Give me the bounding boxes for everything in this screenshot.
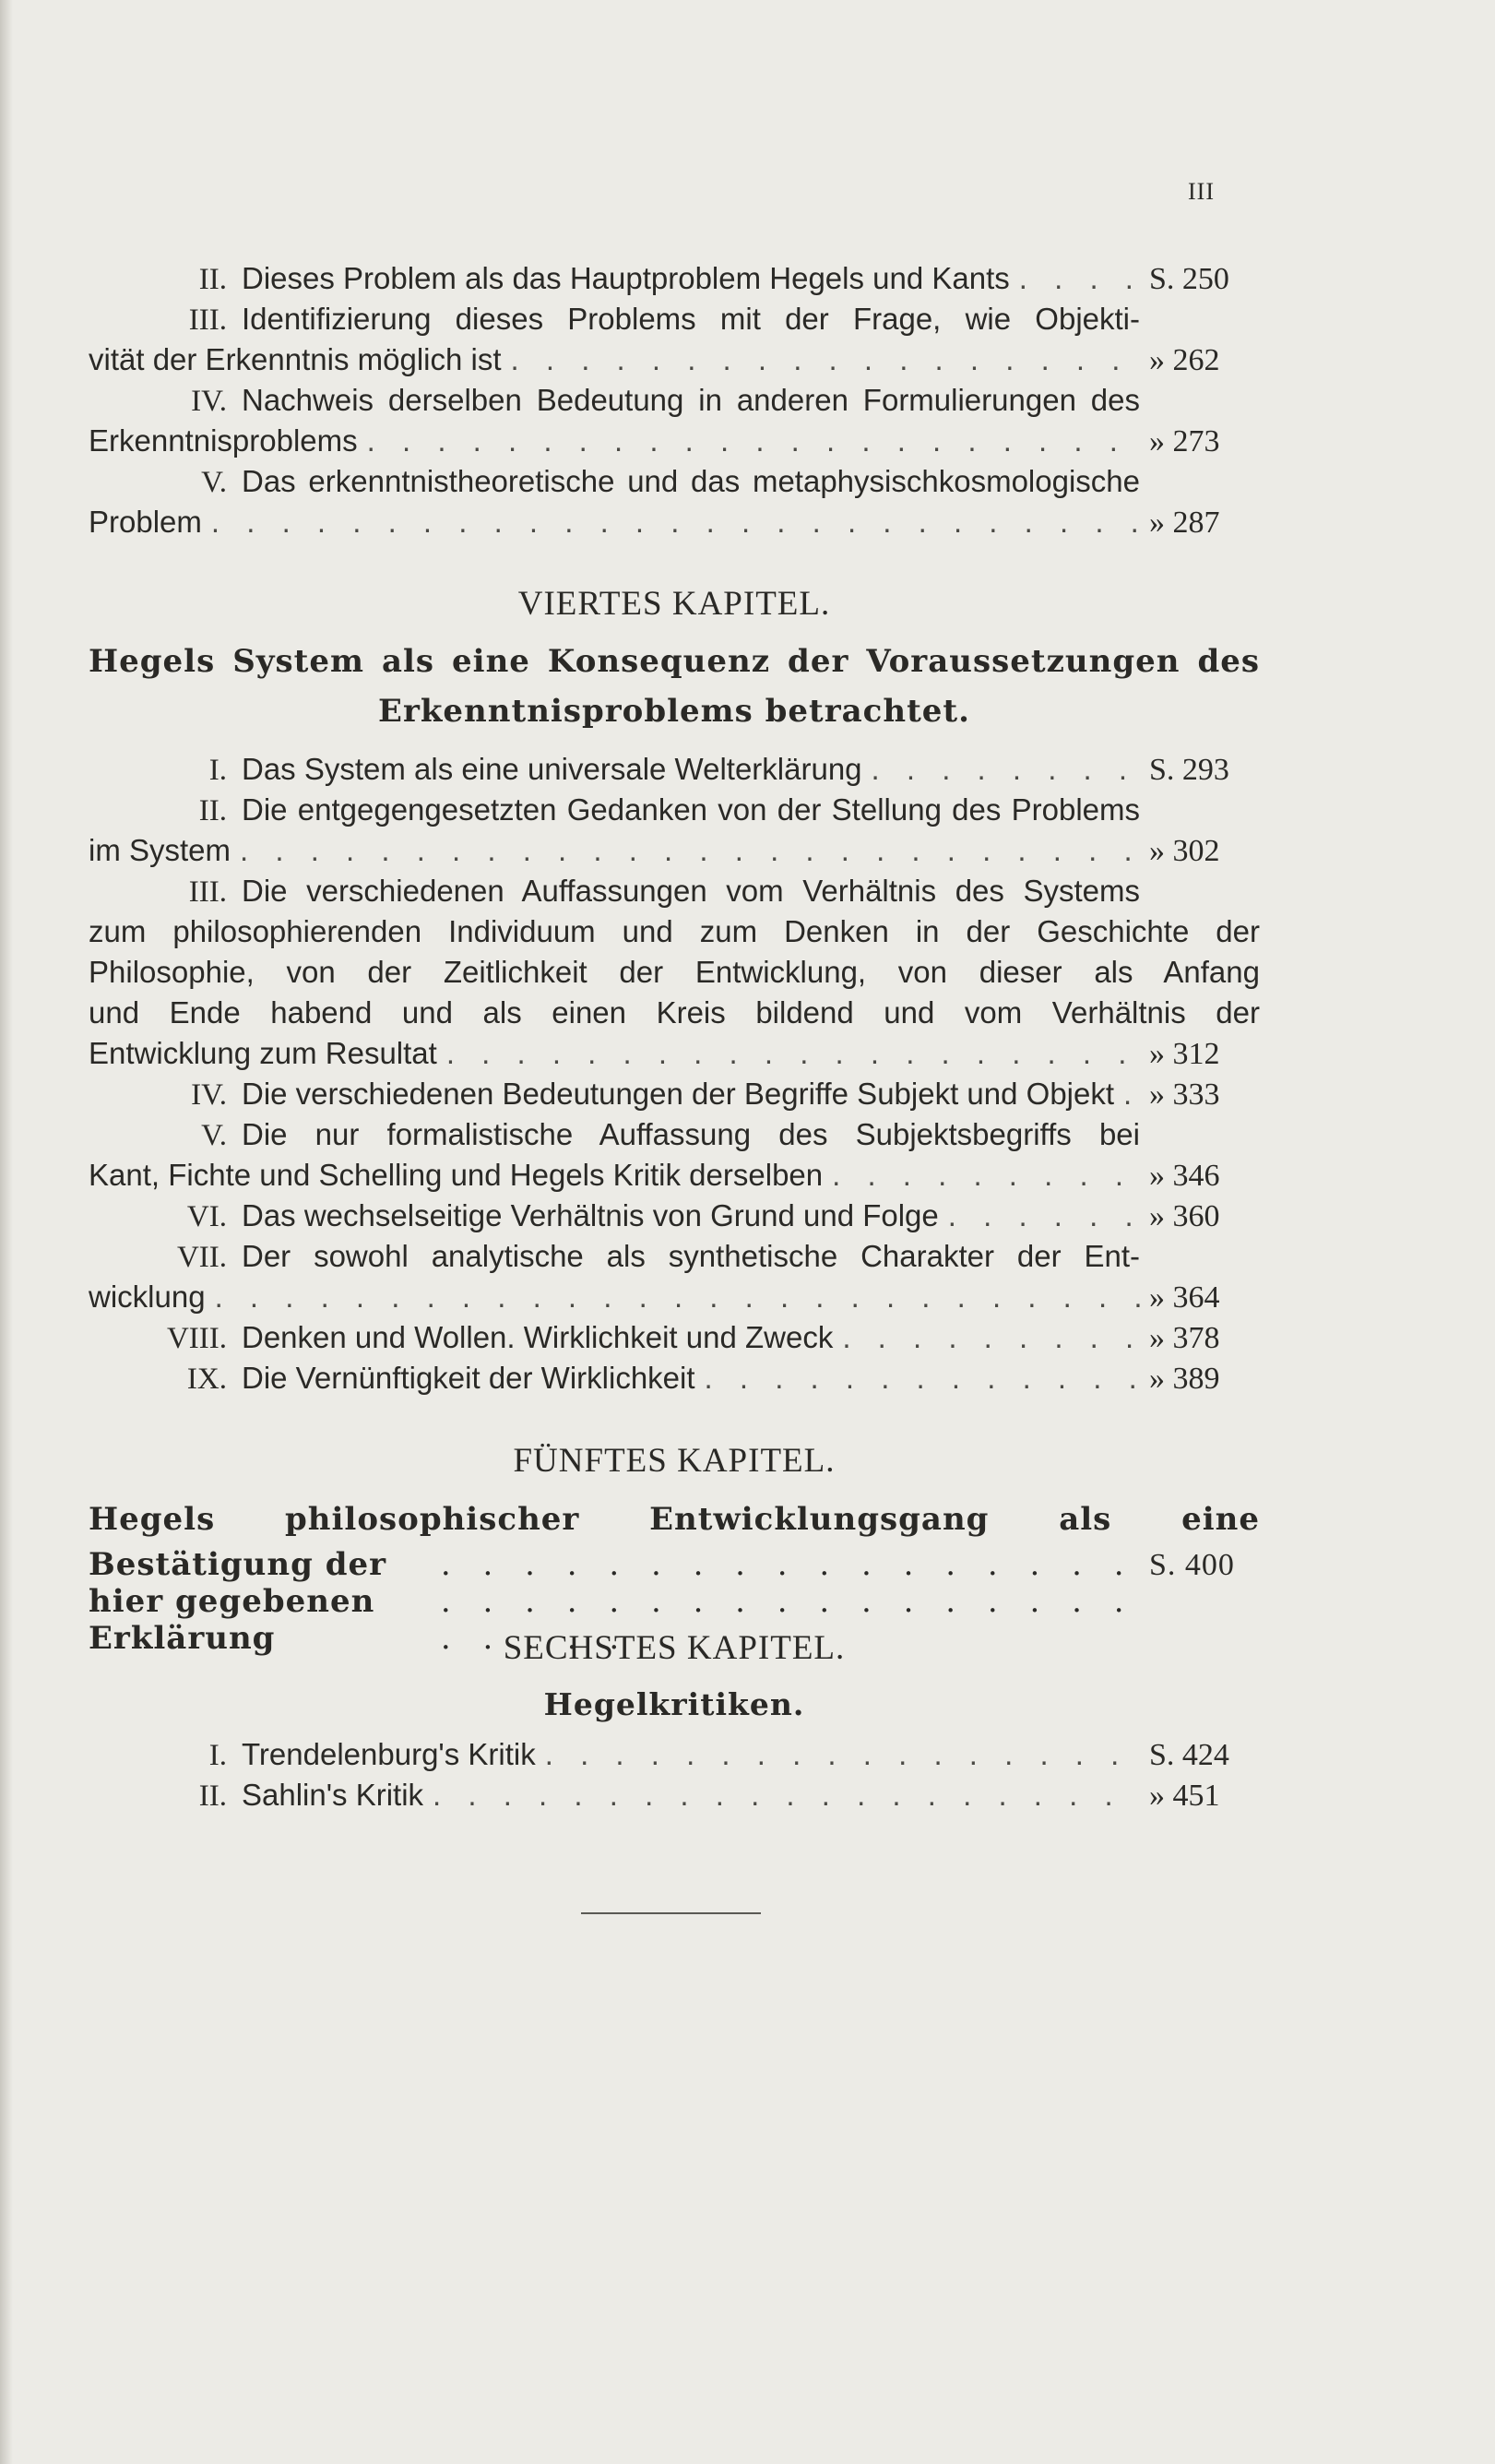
toc-entry-text: Die nur formalistische Auffassung des Subjektsbegriffs bei: [242, 1117, 1140, 1151]
toc-entry-line: [89, 749, 1260, 790]
toc-entry: [89, 1317, 1260, 1358]
toc-entry-text: Problem: [89, 505, 202, 539]
toc-entry-number: IV.: [191, 385, 227, 418]
toc-entry-text: Die verschiedenen Bedeutungen der Begriffe Subjekt und Objekt: [242, 1077, 1115, 1111]
toc-entry: [89, 299, 1260, 380]
toc-entry-page: » 364: [1149, 1280, 1220, 1315]
toc-entry-line: [89, 421, 1260, 461]
toc-entry-text: Das System als eine universale Welterklärung: [242, 752, 862, 786]
toc-entry-number: III.: [188, 304, 227, 337]
toc-entry-text: zum philosophierenden Individuum und zum Denken in der Geschichte der: [89, 914, 1260, 948]
chapter-5-title-line1: Hegels philosophischer Entwicklungsgang als eine: [89, 1501, 1260, 1538]
toc-entry-line: [89, 1236, 1260, 1277]
toc-entry: [89, 1074, 1260, 1114]
toc-entry-line: [89, 830, 1260, 871]
toc-entry-text: Kant, Fichte und Schelling und Hegels Kritik derselben: [89, 1158, 824, 1192]
chapter-6-subtitle: Hegelkritiken.: [543, 1686, 805, 1722]
toc-entry-page: » 389: [1149, 1362, 1220, 1396]
toc-entry-line: [89, 952, 1260, 993]
toc-entry-line: [89, 339, 1260, 380]
toc-section-chapter4: [89, 749, 1260, 1399]
toc-entry-text: Der sowohl analytische als synthetische Charakter der Ent-: [242, 1239, 1140, 1273]
toc-entry-number: VIII.: [166, 1322, 227, 1355]
toc-entry-line: [89, 502, 1260, 542]
toc-entry-page: » 287: [1149, 506, 1220, 540]
toc-entry-page: » 333: [1149, 1077, 1220, 1112]
dot-leader: [446, 1033, 1140, 1074]
chapter-5-title-text: Bestätigung der hier gegebenen Erklärung: [89, 1546, 387, 1657]
toc-entry-line: [89, 1155, 1260, 1196]
toc-entry-number: IV.: [191, 1078, 227, 1112]
toc-entry-page: » 273: [1149, 424, 1220, 458]
toc-entry-text: Identifizierung dieses Problems mit der Frage, wie Objekti-: [242, 302, 1140, 336]
dot-leader: [433, 1775, 1140, 1815]
toc-entry-number: VI.: [186, 1200, 227, 1233]
toc-entry-number: IX.: [186, 1363, 227, 1396]
dot-leader: [948, 1196, 1140, 1236]
toc-entry: [89, 1775, 1260, 1815]
dot-leader: [240, 830, 1140, 871]
dot-leader: [215, 1277, 1140, 1317]
toc-entry: [89, 1734, 1260, 1775]
chapter-4-title-line2: Erkenntnisproblems betrachtet.: [378, 693, 970, 730]
toc-entry-page: S. 424: [1149, 1738, 1229, 1772]
toc-entry-page: » 451: [1149, 1779, 1220, 1813]
toc-entry-number: III.: [188, 875, 227, 909]
toc-entry-line: [89, 258, 1260, 299]
chapter-6-heading: SECHSTES KAPITEL.: [503, 1629, 846, 1667]
toc-section-chapter6: [89, 1734, 1260, 1815]
toc-entry-line: [89, 461, 1260, 502]
toc-entry-line: [89, 871, 1260, 911]
toc-entry-text: vität der Erkenntnis möglich ist: [89, 342, 502, 376]
toc-entry-line: [89, 1358, 1260, 1399]
toc-entry-line: [89, 1033, 1260, 1074]
toc-entry: [89, 1196, 1260, 1236]
dot-leader: [842, 1317, 1140, 1358]
dot-leader: [211, 502, 1140, 542]
toc-entry-text: Denken und Wollen. Wirklichkeit und Zweck: [242, 1320, 834, 1354]
toc-entry-number: II.: [198, 263, 227, 296]
toc-entry: [89, 749, 1260, 790]
dot-leader: [1123, 1074, 1140, 1114]
toc-entry-line: [89, 1114, 1260, 1155]
dot-leader: [511, 339, 1140, 380]
toc-entry-text: Das erkenntnistheoretische und das metaphysischkosmologische: [242, 464, 1140, 498]
toc-entry-text: Die entgegengesetzten Gedanken von der Stellung des Problems: [242, 792, 1140, 827]
chapter-4-heading: VIERTES KAPITEL.: [517, 585, 831, 623]
chapter-5-heading: FÜNFTES KAPITEL.: [513, 1442, 836, 1480]
toc-entry-text: und Ende habend und als einen Kreis bildend und vom Verhältnis der: [89, 995, 1260, 1030]
page-edge: [0, 0, 13, 2464]
toc-entry-text: im System: [89, 833, 231, 867]
toc-entry-text: Die verschiedenen Auffassungen vom Verhältnis des Systems: [242, 874, 1140, 908]
toc-entry-line: [89, 1196, 1260, 1236]
toc-entry-line: [89, 911, 1260, 952]
toc-entry-number: VII.: [176, 1241, 227, 1274]
toc-entry-number: I.: [208, 1739, 227, 1772]
toc-entry-page: » 262: [1149, 343, 1220, 377]
toc-entry-text: Trendelenburg's Kritik: [242, 1737, 536, 1771]
toc-entry-text: Dieses Problem als das Hauptproblem Hegels und Kants: [242, 261, 1010, 295]
dot-leader: [832, 1155, 1140, 1196]
toc-entry-text: wicklung: [89, 1280, 206, 1314]
toc-entry-line: [89, 1277, 1260, 1317]
toc-entry: [89, 461, 1260, 542]
toc-entry: [89, 871, 1260, 1074]
toc-entry-page: » 302: [1149, 834, 1220, 868]
toc-entry-number: II.: [198, 1780, 227, 1813]
toc-entry: [89, 1114, 1260, 1196]
toc-entry-text: Nachweis derselben Bedeutung in anderen Formulierungen des: [242, 383, 1140, 417]
dot-leader: [705, 1358, 1140, 1399]
dot-leader: [367, 421, 1140, 461]
end-rule: [581, 1912, 761, 1914]
toc-entry-line: [89, 993, 1260, 1033]
toc-entry-text: Philosophie, von der Zeitlichkeit der Entwicklung, von dieser als Anfang: [89, 955, 1260, 989]
toc-entry-number: II.: [198, 794, 227, 827]
toc-entry-page: » 346: [1149, 1159, 1220, 1193]
dot-leader: [1019, 258, 1140, 299]
chapter-4-title-line1: Hegels System als eine Konsequenz der Voraussetzungen des: [89, 643, 1260, 680]
toc-entry-number: V.: [201, 466, 227, 499]
toc-entry-page: S. 293: [1149, 753, 1229, 787]
toc-entry-number: V.: [201, 1119, 227, 1152]
toc-entry-line: [89, 380, 1260, 421]
toc-entry: [89, 1358, 1260, 1399]
toc-entry-line: [89, 1317, 1260, 1358]
toc-entry-line: [89, 299, 1260, 339]
toc-entry-page: » 312: [1149, 1037, 1220, 1071]
toc-section-chapter3-continued: [89, 258, 1260, 542]
toc-entry-line: [89, 1074, 1260, 1114]
toc-entry-page: » 378: [1149, 1321, 1220, 1355]
toc-entry-number: I.: [208, 754, 227, 787]
toc-entry-text: Entwicklung zum Resultat: [89, 1036, 437, 1070]
toc-entry-text: Die Vernünftigkeit der Wirklichkeit: [242, 1361, 695, 1395]
toc-entry-line: [89, 1734, 1260, 1775]
toc-entry: [89, 258, 1260, 299]
toc-entry-text: Sahlin's Kritik: [242, 1778, 424, 1812]
toc-entry: [89, 1236, 1260, 1317]
toc-entry-page: » 360: [1149, 1199, 1220, 1233]
toc-entry-text: Das wechselseitige Verhältnis von Grund und Folge: [242, 1198, 939, 1232]
dot-leader: [545, 1734, 1140, 1775]
toc-entry-page: S. 250: [1149, 262, 1229, 296]
toc-entry-line: [89, 790, 1260, 830]
toc-entry: [89, 380, 1260, 461]
dot-leader: [872, 749, 1140, 790]
toc-entry-text: Erkenntnisproblems: [89, 423, 358, 458]
page-number: III: [1188, 178, 1215, 205]
toc-entry: [89, 790, 1260, 871]
toc-entry-line: [89, 1775, 1260, 1815]
chapter-5-page: S. 400: [1149, 1548, 1235, 1582]
